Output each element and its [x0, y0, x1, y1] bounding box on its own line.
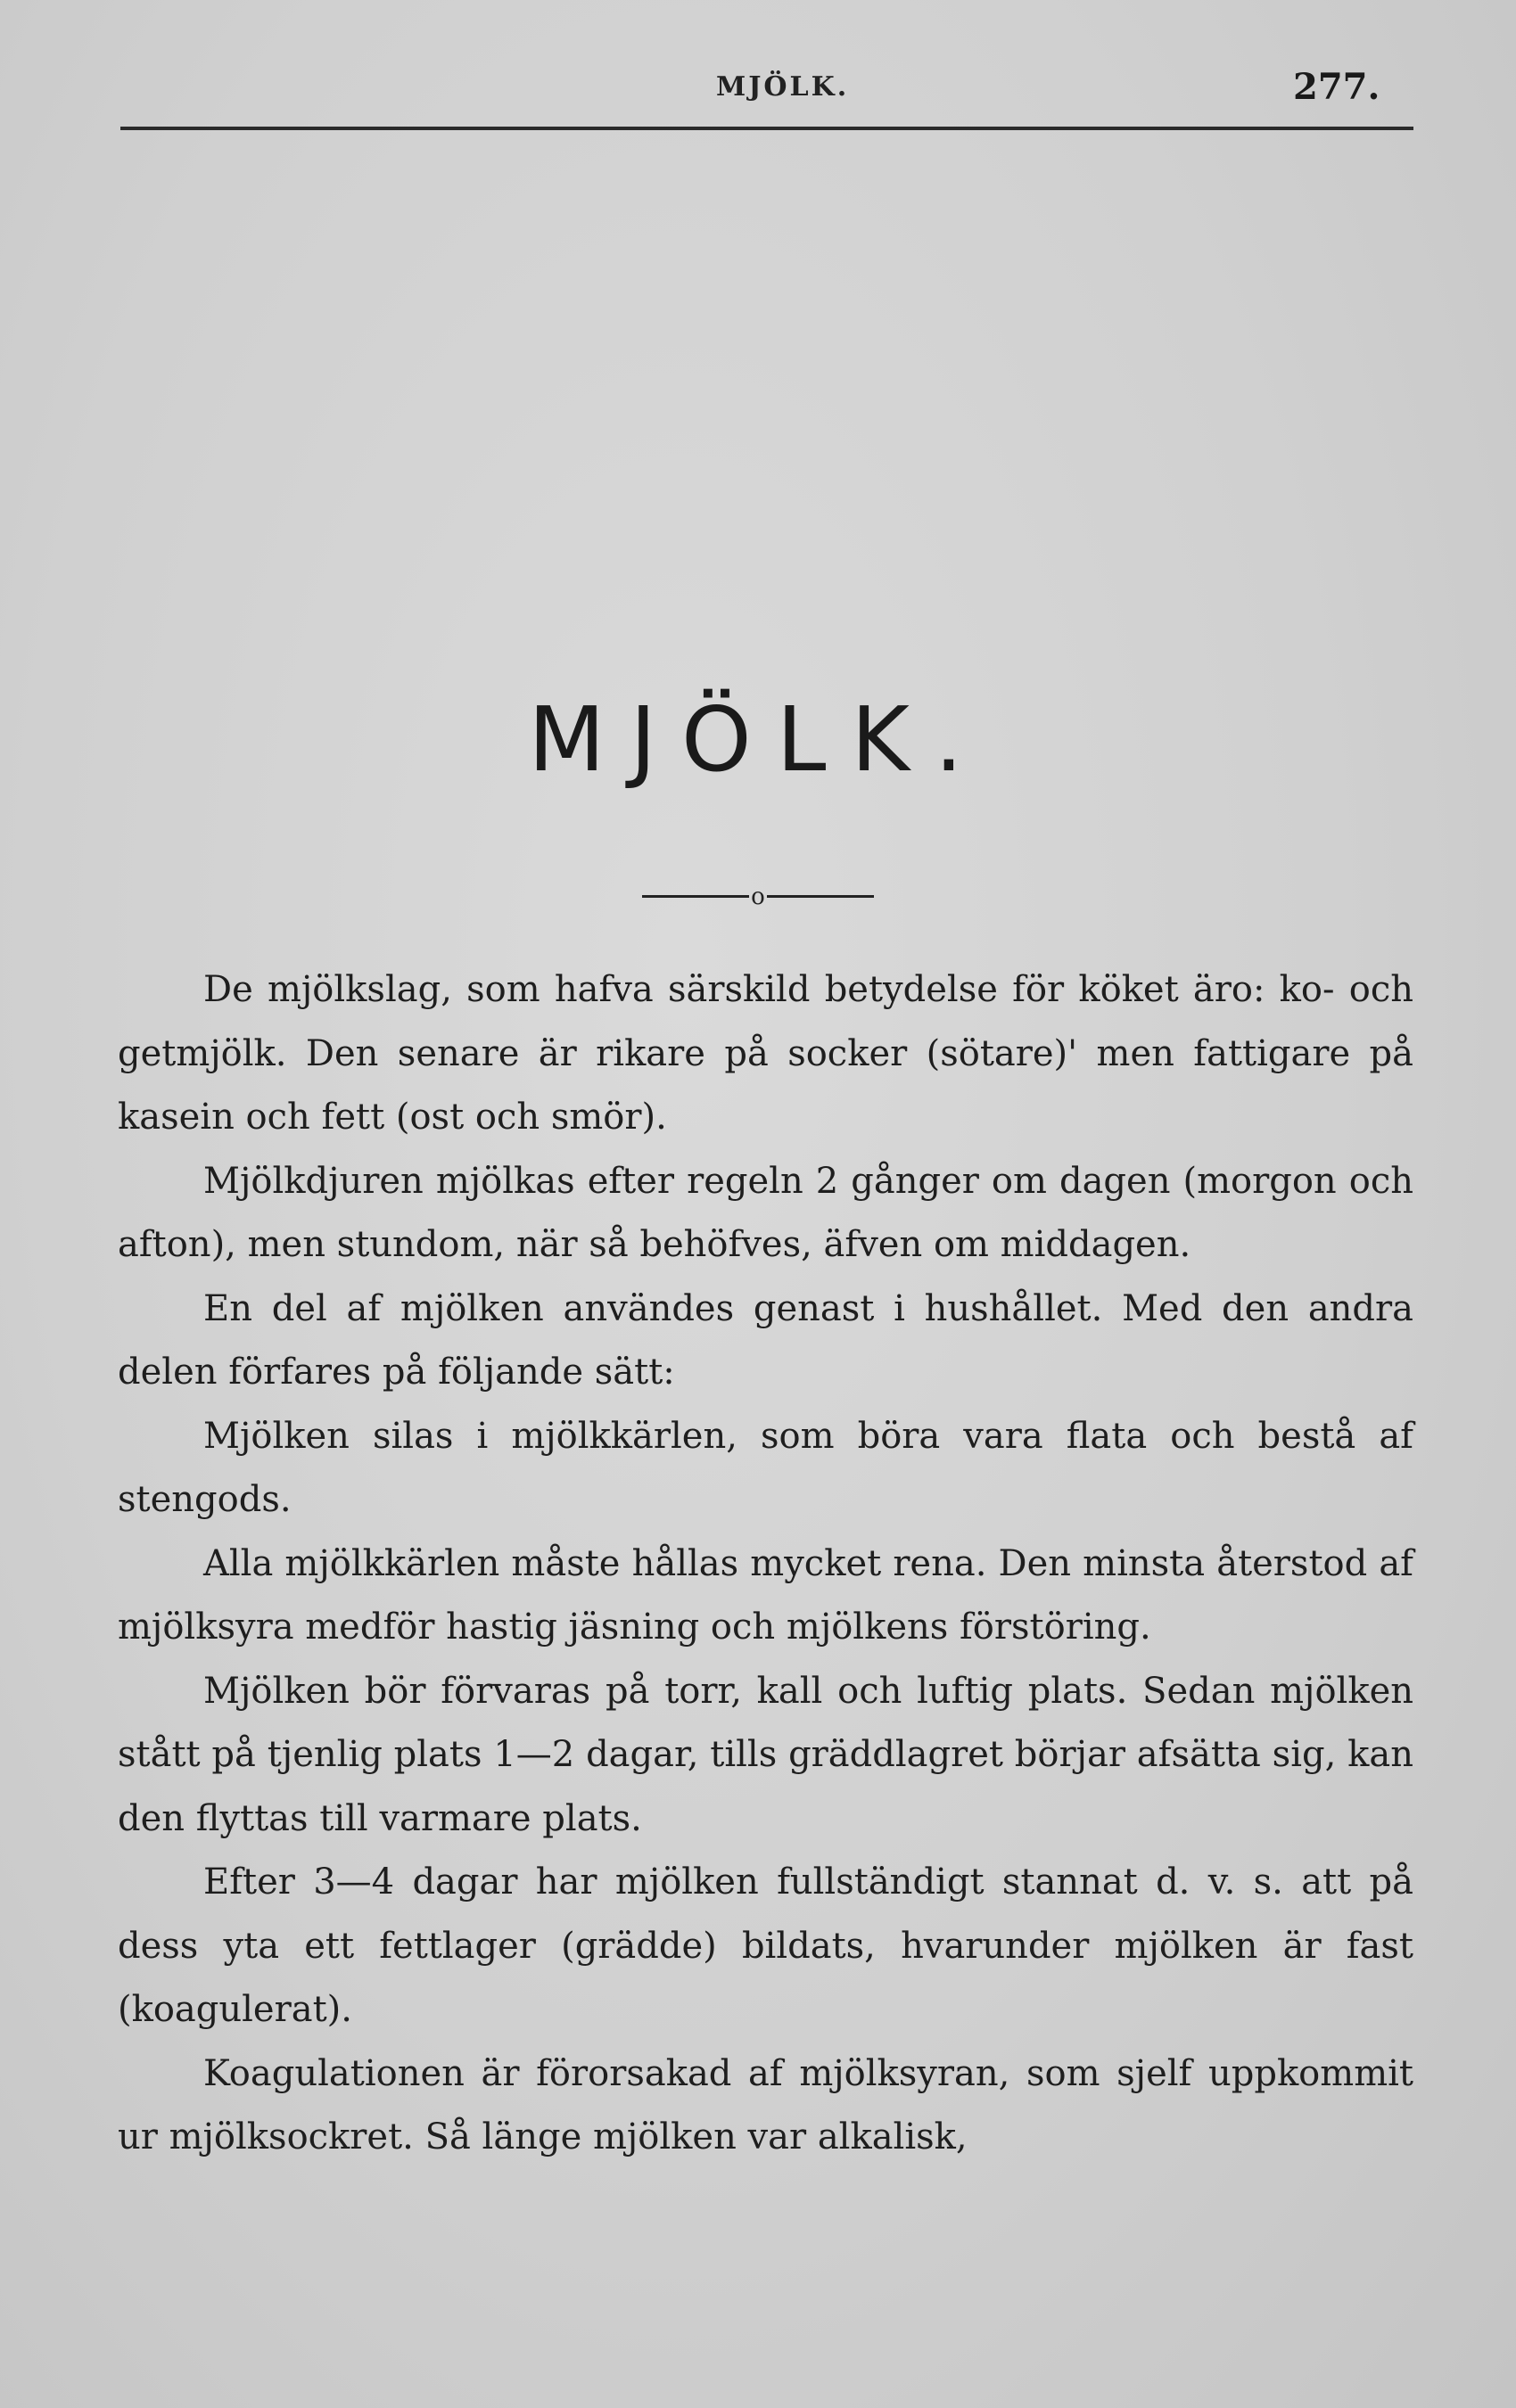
paragraph: Efter 3—4 dagar har mjölken fullständigt stannat d. v. s. att på dess yta ett fettlager (grädde) bildats, hvarunder mjölken är fast (koagulerat). [118, 1861, 1413, 2030]
page-number: 277. [1293, 66, 1380, 108]
chapter-title: MJÖLK. [528, 687, 988, 792]
paragraph: Koagulationen är förorsakad af mjölksyran, som sjelf uppkommit ur mjölksockret. Så länge mjölken var alkalisk, [118, 2052, 1413, 2157]
paragraph: Mjölken bör förvaras på torr, kall och luftig plats. Sedan mjölken stått på tjenlig plats 1—2 dagar, tills gräddlagret börjar afsätta sig, kan den flyttas till varmare plats. [118, 1670, 1413, 1839]
ornament-line-right [767, 895, 874, 898]
header-rule [120, 127, 1413, 130]
paragraph: De mjölkslag, som hafva särskild betydelse för köket äro: ko- och getmjölk. Den senare är rikare på socker (sötare)' men fattigare på kasein och fett (ost och smör). [118, 969, 1413, 1138]
body-text [118, 958, 1413, 2170]
running-header [0, 64, 1516, 118]
paragraph: En del af mjölken användes genast i hushållet. Med den andra delen förfares på följande sätt: [118, 1287, 1413, 1393]
ornament-line-left [642, 895, 749, 898]
paragraph: Mjölkdjuren mjölkas efter regeln 2 gånger om dagen (morgon och afton), men stundom, när så behöfves, äfven om middagen. [118, 1160, 1413, 1265]
running-title: MJÖLK. [716, 71, 850, 103]
title-ornament [0, 883, 1516, 910]
paragraph: Mjölken silas i mjölkkärlen, som böra vara flata och bestå af stengods. [118, 1415, 1413, 1520]
ornament-glyph: o [751, 883, 765, 910]
paragraph: Alla mjölkkärlen måste hållas mycket rena. Den minsta återstod af mjölksyra medför hastig jäsning och mjölkens förstöring. [118, 1542, 1413, 1648]
